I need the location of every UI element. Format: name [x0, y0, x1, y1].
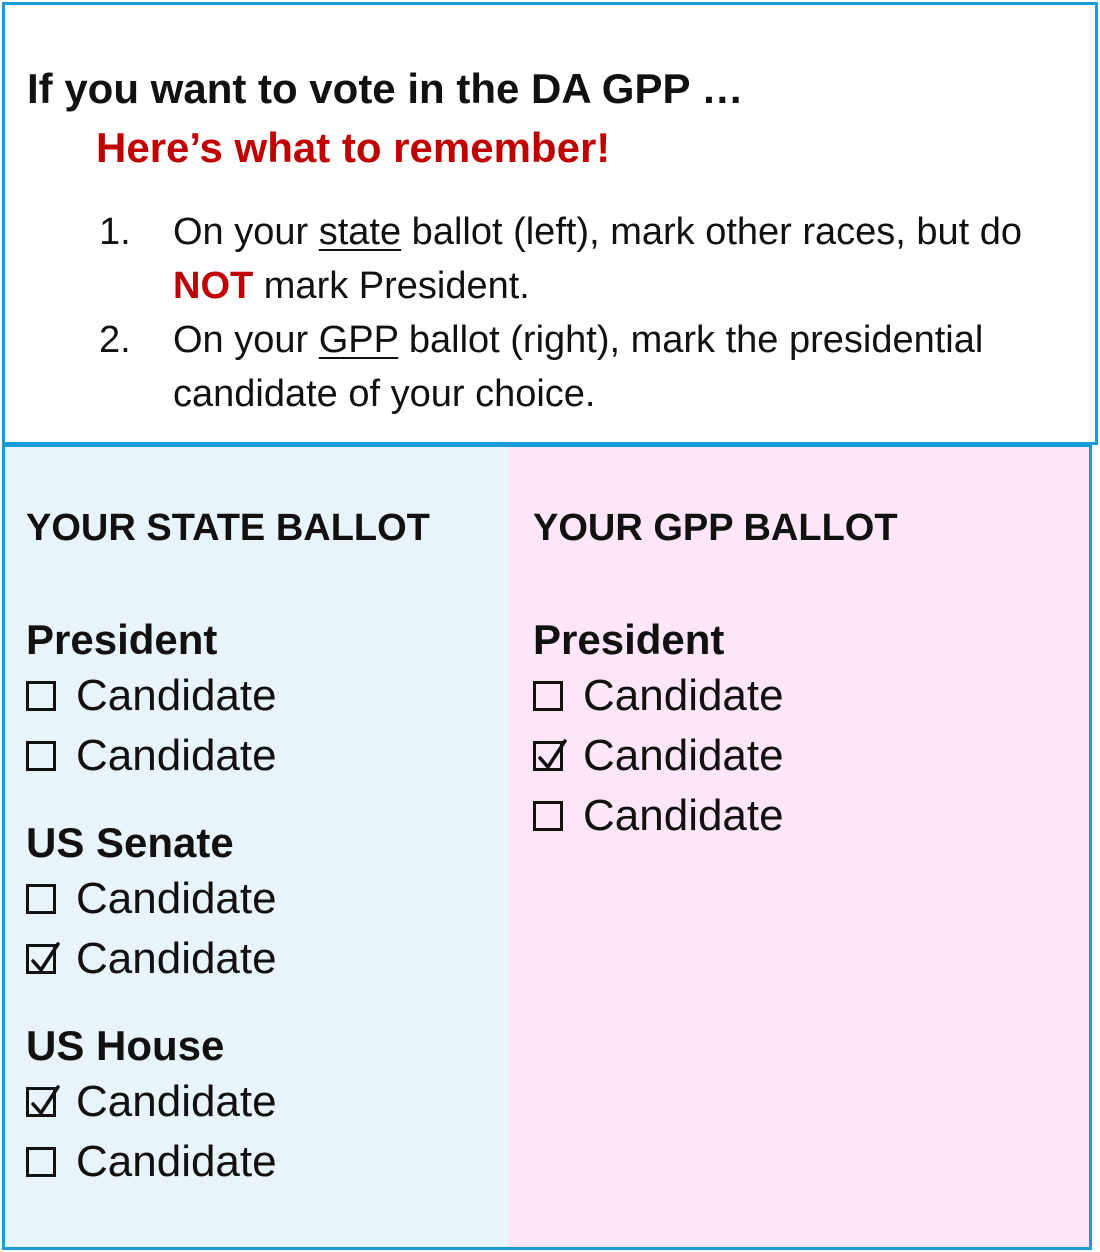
- instruction-text: [173, 205, 1053, 313]
- instruction-text-part: ballot (left), mark other races, but do: [401, 211, 1023, 253]
- check-mark-icon: [534, 738, 568, 774]
- instruction-emphasis: NOT: [173, 265, 254, 307]
- instruction-number: 1.: [99, 211, 131, 253]
- gpp-ballot-title: YOUR GPP BALLOT: [533, 507, 898, 549]
- race-title: US House: [26, 1022, 225, 1069]
- checkbox[interactable]: [26, 741, 56, 771]
- check-mark-icon: [27, 941, 61, 977]
- candidate-label: Candidate: [76, 1077, 277, 1126]
- candidate-option[interactable]: [26, 1132, 277, 1192]
- checkbox[interactable]: [533, 681, 563, 711]
- headline: If you want to vote in the DA GPP …: [27, 65, 744, 112]
- candidate-option[interactable]: [26, 726, 277, 786]
- candidate-label: Candidate: [76, 1137, 277, 1186]
- candidate-option[interactable]: [533, 666, 784, 726]
- checkbox[interactable]: [26, 1087, 56, 1117]
- ballot-panels: [2, 444, 1098, 1250]
- instruction-text: [173, 313, 1053, 421]
- candidate-label: Candidate: [76, 934, 277, 983]
- instruction-number: 2.: [99, 319, 131, 361]
- candidate-label: Candidate: [76, 671, 277, 720]
- race-us-senate: [26, 817, 277, 989]
- checkbox[interactable]: [26, 884, 56, 914]
- candidate-option[interactable]: [26, 869, 277, 929]
- candidate-option[interactable]: [26, 1072, 277, 1132]
- candidate-label: Candidate: [583, 731, 784, 780]
- instruction-text-part: ballot (right), mark the presidential candidate of your choice.: [173, 319, 984, 415]
- candidate-option[interactable]: [26, 666, 277, 726]
- race-title: President: [26, 616, 218, 663]
- instruction-text-part: On your: [173, 211, 319, 253]
- check-mark-icon: [27, 1084, 61, 1120]
- checkbox[interactable]: [26, 1147, 56, 1177]
- race-title: US Senate: [26, 819, 234, 866]
- instruction-underlined-word: GPP: [318, 319, 399, 361]
- checkbox[interactable]: [26, 944, 56, 974]
- instructions-panel: [2, 2, 1098, 445]
- checkbox[interactable]: [533, 801, 563, 831]
- candidate-label: Candidate: [76, 731, 277, 780]
- race-president: [533, 614, 784, 846]
- instruction-text-part: On your: [173, 319, 319, 361]
- race-title: President: [533, 616, 725, 663]
- candidate-label: Candidate: [583, 671, 784, 720]
- candidate-option[interactable]: [26, 929, 277, 989]
- checkbox[interactable]: [26, 681, 56, 711]
- state-ballot-title: YOUR STATE BALLOT: [26, 507, 430, 549]
- state-ballot-panel: [2, 444, 511, 1250]
- candidate-option[interactable]: [533, 726, 784, 786]
- checkbox[interactable]: [533, 741, 563, 771]
- instruction-underlined-word: state: [318, 211, 402, 253]
- gpp-ballot-panel: [508, 444, 1092, 1250]
- race-president: [26, 614, 277, 786]
- race-us-house: [26, 1020, 277, 1192]
- subheadline: Here’s what to remember!: [96, 124, 611, 171]
- candidate-option[interactable]: [533, 786, 784, 846]
- candidate-label: Candidate: [76, 874, 277, 923]
- instruction-text-part: mark President.: [253, 265, 530, 307]
- candidate-label: Candidate: [583, 791, 784, 840]
